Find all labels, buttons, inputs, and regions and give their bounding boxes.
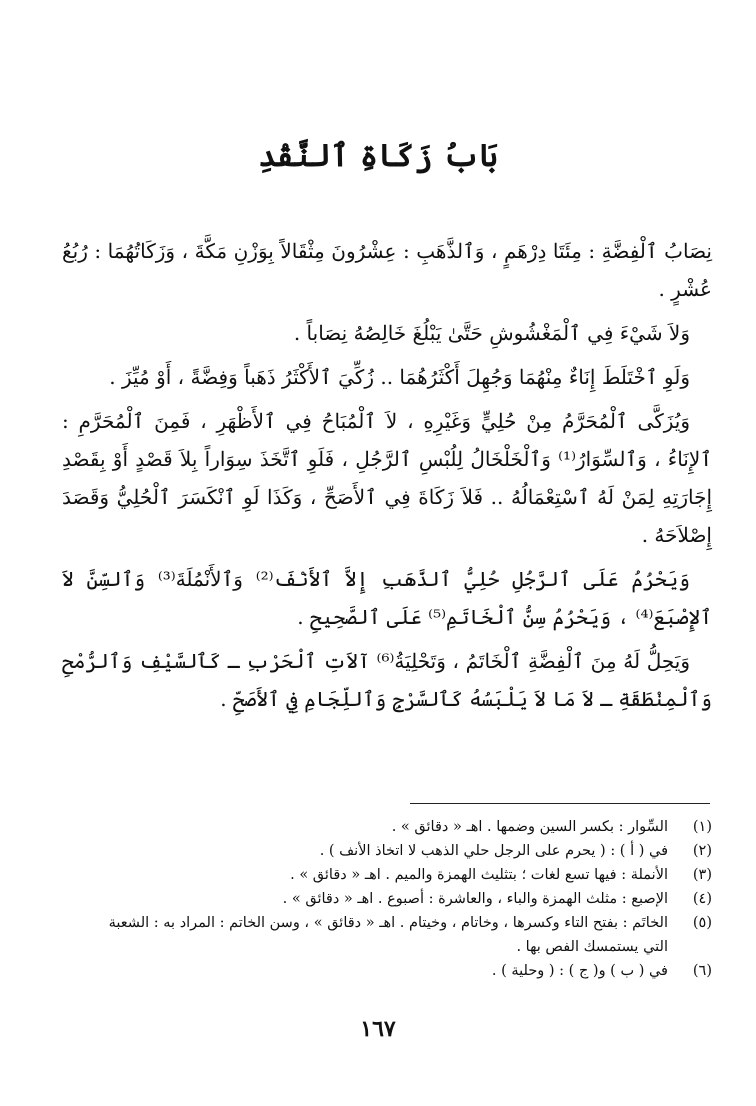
footnote-number: (١): [692, 819, 712, 835]
footnote-text: في ( أ ) : ( يحرم على الرجل حلي الذهب لا اتخاذ الأنف ) .: [319, 843, 668, 859]
footnote-text: الأنملة : فيها تسع لغات ؛ بتثليث الهمزة والميم . اهـ « دقائق » .: [290, 867, 668, 883]
paragraph-2: وَلاَ شَيْءَ فِي ٱلْمَغْشُوشِ حَتَّىٰ يَبْلُغَ خَالِصُهُ نِصَاباً .: [293, 321, 690, 345]
footnote-5-continuation: التي يستمسك الفص بها .: [516, 939, 668, 955]
footnote-text: في ( ب ) و( ج ) : ( وحلية ) .: [491, 963, 668, 979]
paragraph-1: نِصَابُ ٱلْفِضَّةِ : مِئَتَا دِرْهَمٍ ، وَٱلذَّهَبِ : عِشْرُونَ مِثْقَالاً بِوَزْنِ مَكَّةَ ، وَزَكَاتُهُمَا : رُبُعُ عُشْرٍ .: [62, 239, 712, 301]
footnote-1: [66, 815, 712, 839]
footnote-number: (٥): [692, 915, 712, 931]
footnote-5: [66, 911, 712, 935]
footnotes: [66, 815, 712, 983]
main-text: [62, 232, 712, 724]
paragraph-5: وَيَحْرُمُ عَلَى ٱلرَّجُلِ حُلِيُّ ٱلذَّهَبِ إِلاَّ ٱلأَنْفَ⁽²⁾ وَٱلأَنْمُلَةَ⁽³⁾ وَٱلسِّنَّ لاَ ٱلإِصْبَعَ⁽⁴⁾ ، وَيَحْرُمُ سِنُّ ٱلْخَاتَمِ⁽⁵⁾ عَلَى ٱلصَّحِيحِ .: [62, 567, 712, 629]
paragraph-3: وَلَوِ ٱخْتَلَطَ إِنَاءٌ مِنْهُمَا وَجُهِلَ أَكْثَرُهُمَا .. زُكِّيَ ٱلأَكْثَرُ ذَهَباً وَفِضَّةً ، أَوْ مُيِّزَ .: [109, 365, 690, 389]
footnote-text: السِّوار : بكسر السين وضمها . اهـ « دقائق » .: [391, 819, 668, 835]
paragraph-6: وَيَحِلُّ لَهُ مِنَ ٱلْفِضَّةِ ٱلْخَاتَمُ ، وَتَحْلِيَةُ⁽⁶⁾ آلاَتِ ٱلْحَرْبِ ـ كَٱلسَّيْفِ وَٱلرُّمْحِ وَٱلْمِنْطَقَةِ ـ لاَ مَا لاَ يَلْبَسُهُ كَٱلسَّرْجِ وَٱللِّجَامِ فِي ٱلأَصَحِّ .: [62, 649, 712, 711]
footnote-number: (٦): [692, 963, 712, 979]
page-number: ١٦٧: [360, 1016, 396, 1042]
footnote-number: (٣): [692, 867, 712, 883]
footnote-3: [66, 863, 712, 887]
footnote-4: [66, 887, 712, 911]
footnote-6: [66, 959, 712, 983]
footnote-divider: [410, 803, 710, 804]
footnote-text: الخاتَم : بفتح التاء وكسرها ، وخاتام ، وخيتام . اهـ « دقائق » ، وسن الخاتم : المراد به : الشعبة: [108, 915, 668, 931]
chapter-title: بَابُ زَكَاةِ ٱلنَّقْدِ: [258, 138, 498, 174]
footnote-2: [66, 839, 712, 863]
footnote-text: الإصبع : مثلث الهمزة والباء ، والعاشرة : أصبوع . اهـ « دقائق » .: [282, 891, 668, 907]
footnote-number: (٢): [692, 843, 712, 859]
footnote-number: (٤): [692, 891, 712, 907]
paragraph-4: وَيُزَكَّى ٱلْمُحَرَّمُ مِنْ حُلِيٍّ وَغَيْرِهِ ، لاَ ٱلْمُبَاحُ فِي ٱلأَظْهَرِ ، فَمِنَ ٱلْمُحَرَّمِ : ٱلإِنَاءُ ، وَٱلسِّوَارُ⁽¹⁾ وَٱلْخَلْخَالُ لِلُبْسِ ٱلرَّجُلِ ، فَلَوِ ٱتَّخَذَ سِوَاراً بِلاَ قَصْدٍ أَوْ بِقَصْدِ إِجَارَتِهِ لِمَنْ لَهُ ٱسْتِعْمَالُهُ .. فَلاَ زَكَاةَ فِي ٱلأَصَحِّ ، وَكَذَا لَوِ ٱنْكَسَرَ ٱلْحُلِيُّ وَقَصَدَ إِصْلاَحَهُ .: [62, 409, 712, 547]
